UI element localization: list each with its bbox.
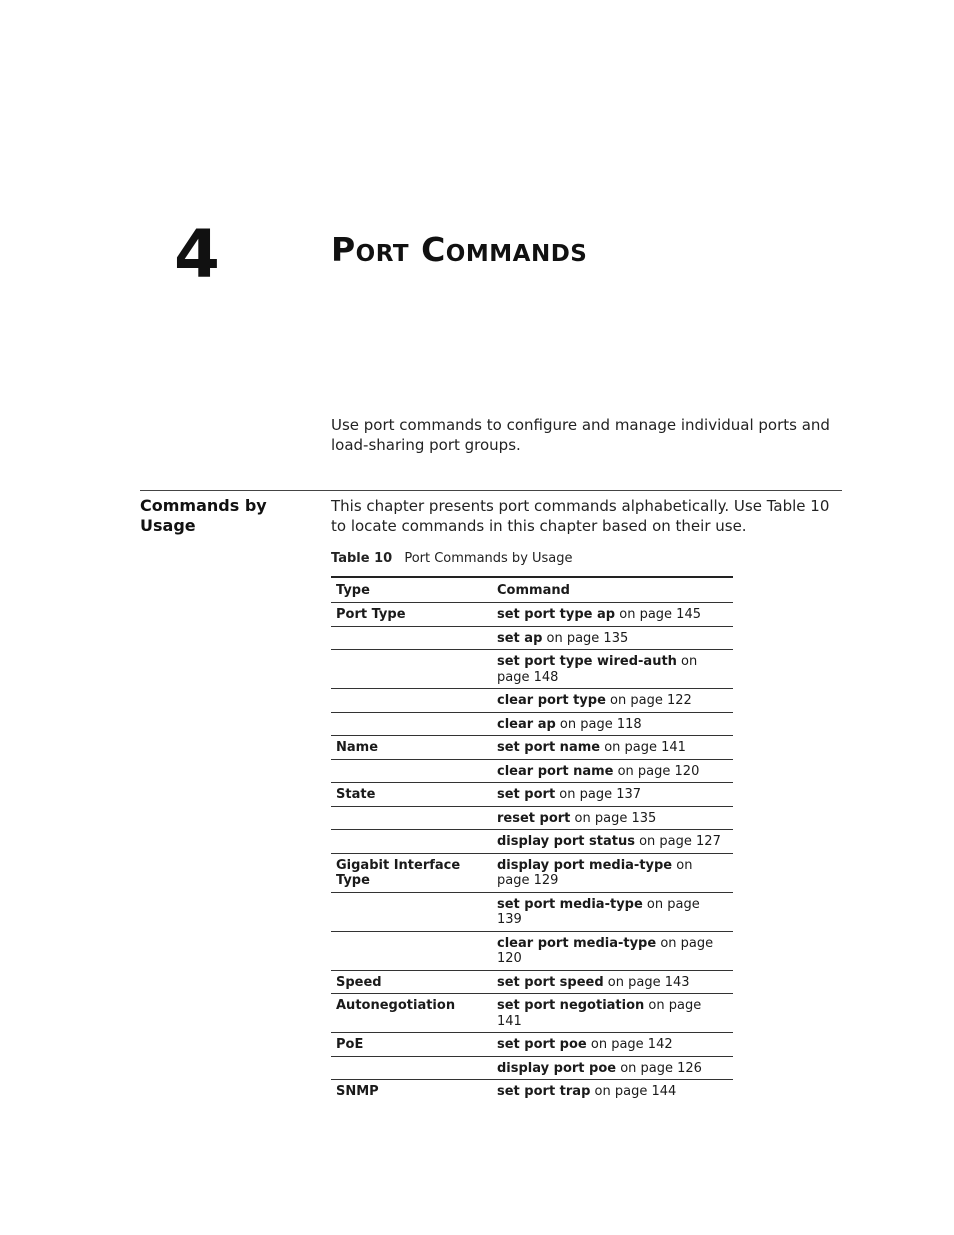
row-type	[331, 806, 492, 830]
table-row	[331, 712, 733, 736]
command-name: set port name	[497, 740, 601, 755]
table-row	[331, 736, 733, 760]
page-reference: on page 142	[586, 1037, 673, 1052]
row-command-cell	[492, 712, 733, 736]
command-name: set port	[497, 787, 556, 802]
table-row	[331, 1033, 733, 1057]
table-caption	[331, 550, 573, 568]
command-name: set port trap	[497, 1084, 591, 1099]
row-command-cell	[492, 970, 733, 994]
table-row	[331, 689, 733, 713]
table-row	[331, 603, 733, 627]
row-type: PoE	[331, 1033, 492, 1057]
row-command-cell	[492, 626, 733, 650]
row-command-cell	[492, 853, 733, 892]
table-caption-text: Port Commands by Usage	[404, 551, 573, 566]
chapter-intro: Use port commands to configure and manage individual ports and load-sharing port groups.	[331, 416, 830, 454]
row-command-cell	[492, 759, 733, 783]
row-command-cell	[492, 1033, 733, 1057]
table-row	[331, 783, 733, 807]
section-body: This chapter presents port commands alphabetically. Use Table 10 to locate commands in this chapter based on their use.	[331, 497, 830, 535]
row-type: Name	[331, 736, 492, 760]
row-command-cell	[492, 931, 733, 970]
page-reference: on page 141	[600, 740, 686, 755]
command-name: display port status	[497, 834, 635, 849]
page-reference: on page 139	[497, 896, 700, 927]
table-row	[331, 806, 733, 830]
table-row	[331, 853, 733, 892]
row-type: Autonegotiation	[331, 994, 492, 1033]
page-reference: on page 144	[590, 1084, 677, 1099]
page-reference: on page 135	[542, 630, 629, 646]
page-reference: on page 120	[497, 935, 714, 966]
header-type: Type	[336, 583, 370, 599]
commands-by-usage-table	[331, 576, 733, 1103]
row-type: Speed	[331, 970, 492, 994]
row-command-cell	[492, 603, 733, 627]
table-row	[331, 759, 733, 783]
row-type: State	[331, 783, 492, 807]
command-name: display port poe	[497, 1060, 617, 1076]
page-reference: on page 126	[616, 1060, 702, 1076]
page-reference: on page 143	[603, 974, 690, 990]
table-row	[331, 830, 733, 854]
page-reference: on page 141	[497, 998, 702, 1029]
command-name: clear port type	[497, 693, 606, 708]
page-reference: on page 127	[634, 834, 721, 849]
page-reference: on page 122	[605, 693, 692, 708]
row-type	[331, 1056, 492, 1080]
command-name: clear ap	[497, 716, 556, 732]
command-name: set port speed	[497, 974, 604, 990]
page-reference: on page 120	[613, 763, 700, 779]
table-body	[331, 603, 733, 1103]
chapter-number: 4	[174, 216, 220, 293]
command-name: set port type wired-auth	[497, 654, 677, 669]
row-command-cell	[492, 806, 733, 830]
command-name: clear port name	[497, 763, 614, 779]
row-type	[331, 712, 492, 736]
table-row	[331, 892, 733, 931]
row-type	[331, 759, 492, 783]
row-type	[331, 892, 492, 931]
chapter-title: Port Commands	[331, 230, 588, 269]
command-name: reset port	[497, 810, 571, 826]
row-command-cell	[492, 830, 733, 854]
command-name: set port negotiation	[497, 998, 645, 1013]
page-reference: on page 129	[497, 857, 693, 888]
row-command-cell	[492, 689, 733, 713]
row-command-cell	[492, 1056, 733, 1080]
row-command-cell	[492, 736, 733, 760]
command-name: set port poe	[497, 1037, 587, 1052]
page-reference: on page 148	[497, 654, 698, 685]
table-row	[331, 1056, 733, 1080]
table-row	[331, 994, 733, 1033]
command-name: set port type ap	[497, 607, 616, 622]
row-type: Port Type	[331, 603, 492, 627]
table-row	[331, 650, 733, 689]
row-command-cell	[492, 892, 733, 931]
command-name: clear port media-type	[497, 935, 657, 951]
table-row	[331, 970, 733, 994]
row-type: SNMP	[331, 1080, 492, 1103]
page-reference: on page 118	[555, 716, 642, 732]
table-header-row	[331, 577, 733, 603]
row-type	[331, 689, 492, 713]
section-divider	[140, 490, 842, 491]
table-row	[331, 1080, 733, 1103]
row-command-cell	[492, 783, 733, 807]
row-command-cell	[492, 994, 733, 1033]
header-command: Command	[497, 583, 570, 599]
page-reference: on page 145	[615, 607, 701, 622]
command-name: set port media-type	[497, 896, 643, 912]
page-reference: on page 137	[555, 787, 642, 802]
row-command-cell	[492, 1080, 733, 1103]
page-reference: on page 135	[570, 810, 657, 826]
command-name: set ap	[497, 630, 543, 646]
row-command-cell	[492, 650, 733, 689]
row-type	[331, 626, 492, 650]
row-type: Gigabit Interface Type	[331, 853, 492, 892]
row-type	[331, 830, 492, 854]
table-row	[331, 931, 733, 970]
row-type	[331, 931, 492, 970]
command-name: display port media-type	[497, 857, 673, 873]
row-type	[331, 650, 492, 689]
table-caption-label: Table 10	[331, 551, 393, 566]
table-row	[331, 626, 733, 650]
section-heading: Commands by Usage	[140, 496, 267, 535]
